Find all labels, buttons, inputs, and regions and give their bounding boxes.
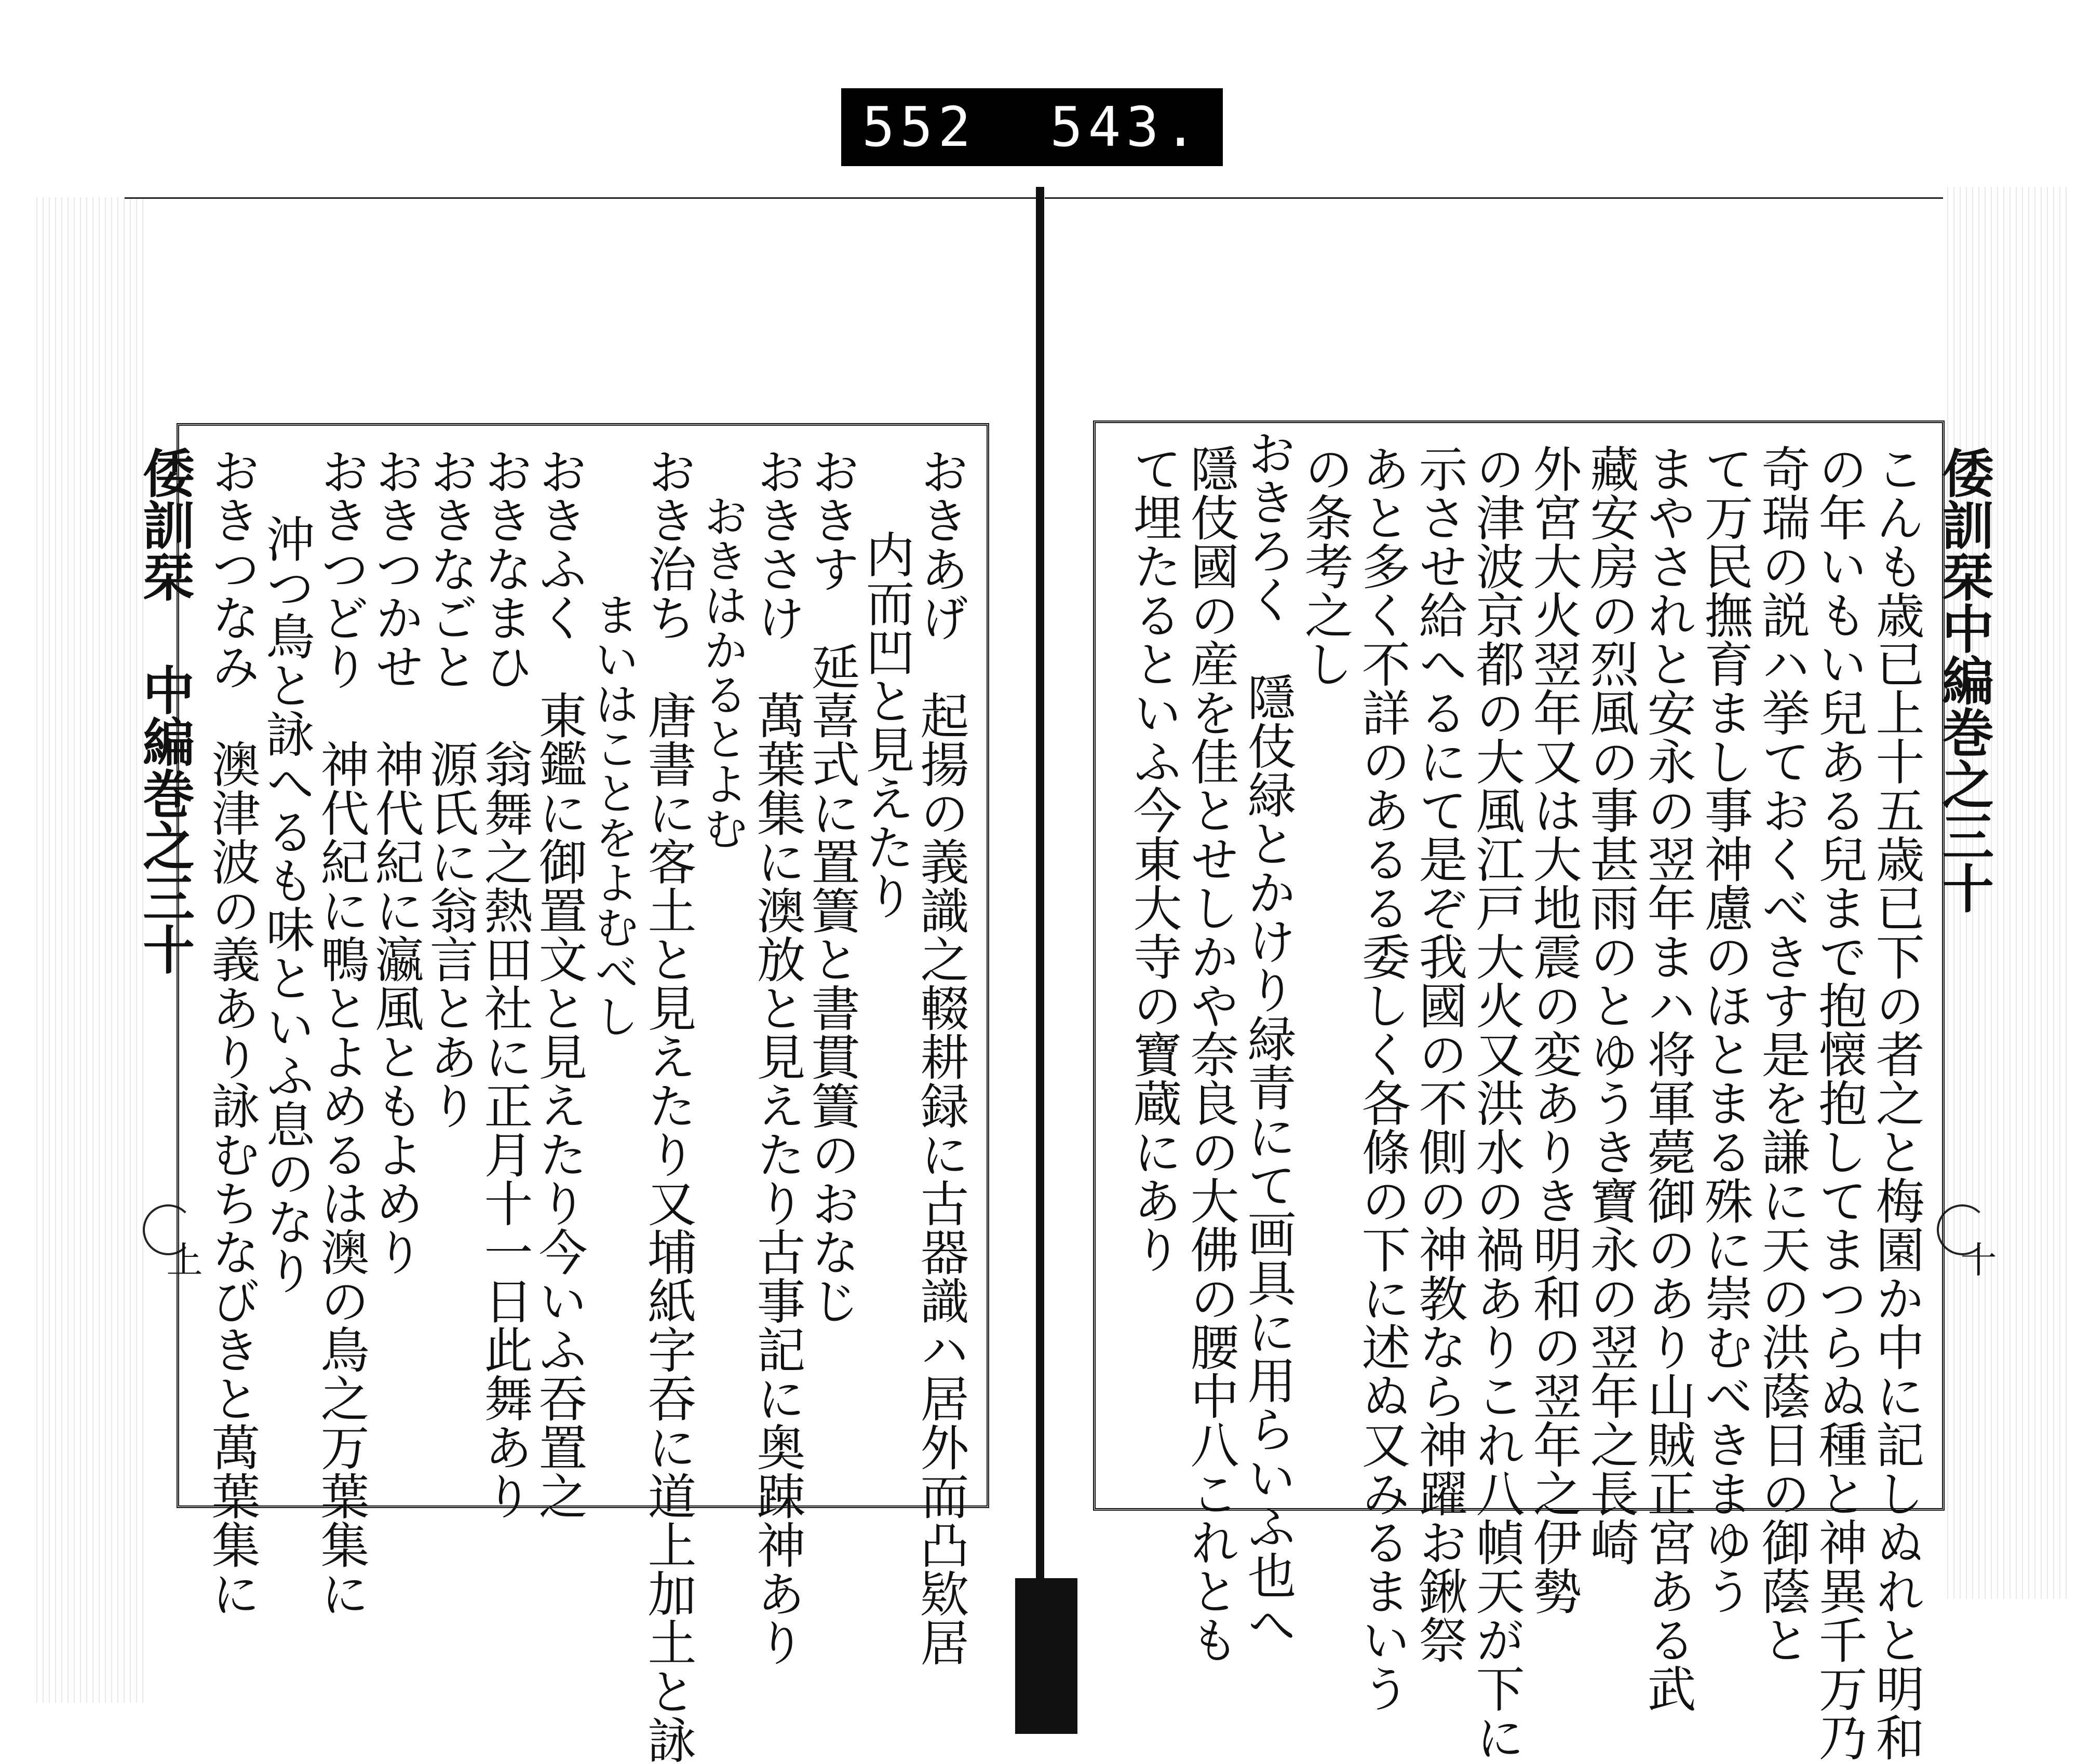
- catalog-number-right: 543.: [1050, 96, 1202, 159]
- left-text-frame: [177, 423, 989, 1764]
- text-column: おき治ち 唐書に客土と見えたり又埔紙字吞に道上加土と詠: [639, 446, 696, 1764]
- book-spine: [1036, 187, 1044, 1703]
- text-column: て埋たるといふ今東大寺の寶蔵にあり: [1125, 444, 1181, 1273]
- left-folio: 上: [160, 1241, 203, 1277]
- text-column: おきふく 東鑑に御置文と見えたり今いふ吞置之: [530, 446, 587, 1520]
- text-column: 隱伎國の産を佳とせしかや奈良の大佛の腰中八これとも: [1182, 444, 1238, 1664]
- text-column: おきつかせ 神代紀に瀛風ともよめり: [367, 446, 423, 1276]
- text-column: おきろく 隱伎緑とかけり緑青にて画具に用らいふ也へ: [1239, 428, 1296, 1648]
- text-column: おきなまひ 翁舞之熱田社に正月十一日此舞あり: [476, 446, 532, 1520]
- text-column: おきす 延喜式に置簀と書貫簀のおなじ: [803, 446, 859, 1325]
- right-margin-title: 倭訓栞中編巻之三十: [1933, 446, 1994, 914]
- text-column: 内而凹と見えたり: [857, 530, 914, 920]
- catalog-number-label: [841, 88, 1223, 166]
- text-column: の津波京都の大風江戸大火又洪水の禍ありこれ八幀天が下に: [1467, 444, 1524, 1761]
- text-column: 奇瑞の説ハ挙ておくべきす是を謙に天の洪蔭日の御蔭と: [1753, 444, 1810, 1664]
- text-column: て万民撫育まし事神慮のほとまる殊に崇むべきまゆう: [1696, 444, 1752, 1615]
- right-text-frame: [1093, 420, 1945, 1761]
- text-column: おきさけ 萬葉集に澳放と見えたり古事記に奥踈神あり: [748, 446, 805, 1666]
- right-folio: 十: [1954, 1241, 1997, 1277]
- left-margin-title: 倭訓栞 中編巻之三十: [134, 446, 195, 975]
- text-column: の年いもい兒ある兒まで抱懐抱してまつらぬ種と神異千万乃: [1810, 444, 1867, 1761]
- text-column: 示させ給へるにて是ぞ我國の不側の神教なら神躍お鍬祭: [1410, 444, 1467, 1664]
- text-column: の条考之し: [1296, 444, 1353, 688]
- text-column: おきつどり 神代紀に鴨とよめるは澳の鳥之万葉集に: [312, 446, 369, 1618]
- text-column: おきなごと 源氏に翁言とあり: [421, 446, 478, 1130]
- text-column: まやされと安永の翌年まハ将軍薨御のあり山賊正宮ある武: [1639, 444, 1695, 1713]
- spine-shadow: [1015, 1578, 1077, 1734]
- text-column: こんも歳已上十五歳已下の者之と梅園か中に記しぬれと明和: [1867, 444, 1924, 1761]
- text-column: 藏安房の烈風の事甚雨のとゆうき寶永の翌年之長崎: [1582, 444, 1638, 1566]
- text-column: 外宮大火翌年又は大地震の変ありき明和の翌年之伊勢: [1525, 444, 1581, 1615]
- text-column: おきあげ 起揚の義識之輟耕録に古器識ハ居外而凸欵居: [912, 446, 968, 1666]
- text-column: おきはかるとよむ: [696, 493, 748, 850]
- text-column: あと多く不詳のあるる委しく各條の下に述ぬ又みるまいう: [1353, 444, 1410, 1713]
- text-column: おきつなみ 澳津波の義あり詠むちなびきと萬葉集に: [203, 446, 260, 1618]
- text-column: 沖つ鳥と詠へるも味といふ息のなり: [258, 514, 314, 1295]
- text-column: まいはことをよむべし: [587, 592, 639, 1038]
- catalog-number-left: 552: [862, 96, 976, 159]
